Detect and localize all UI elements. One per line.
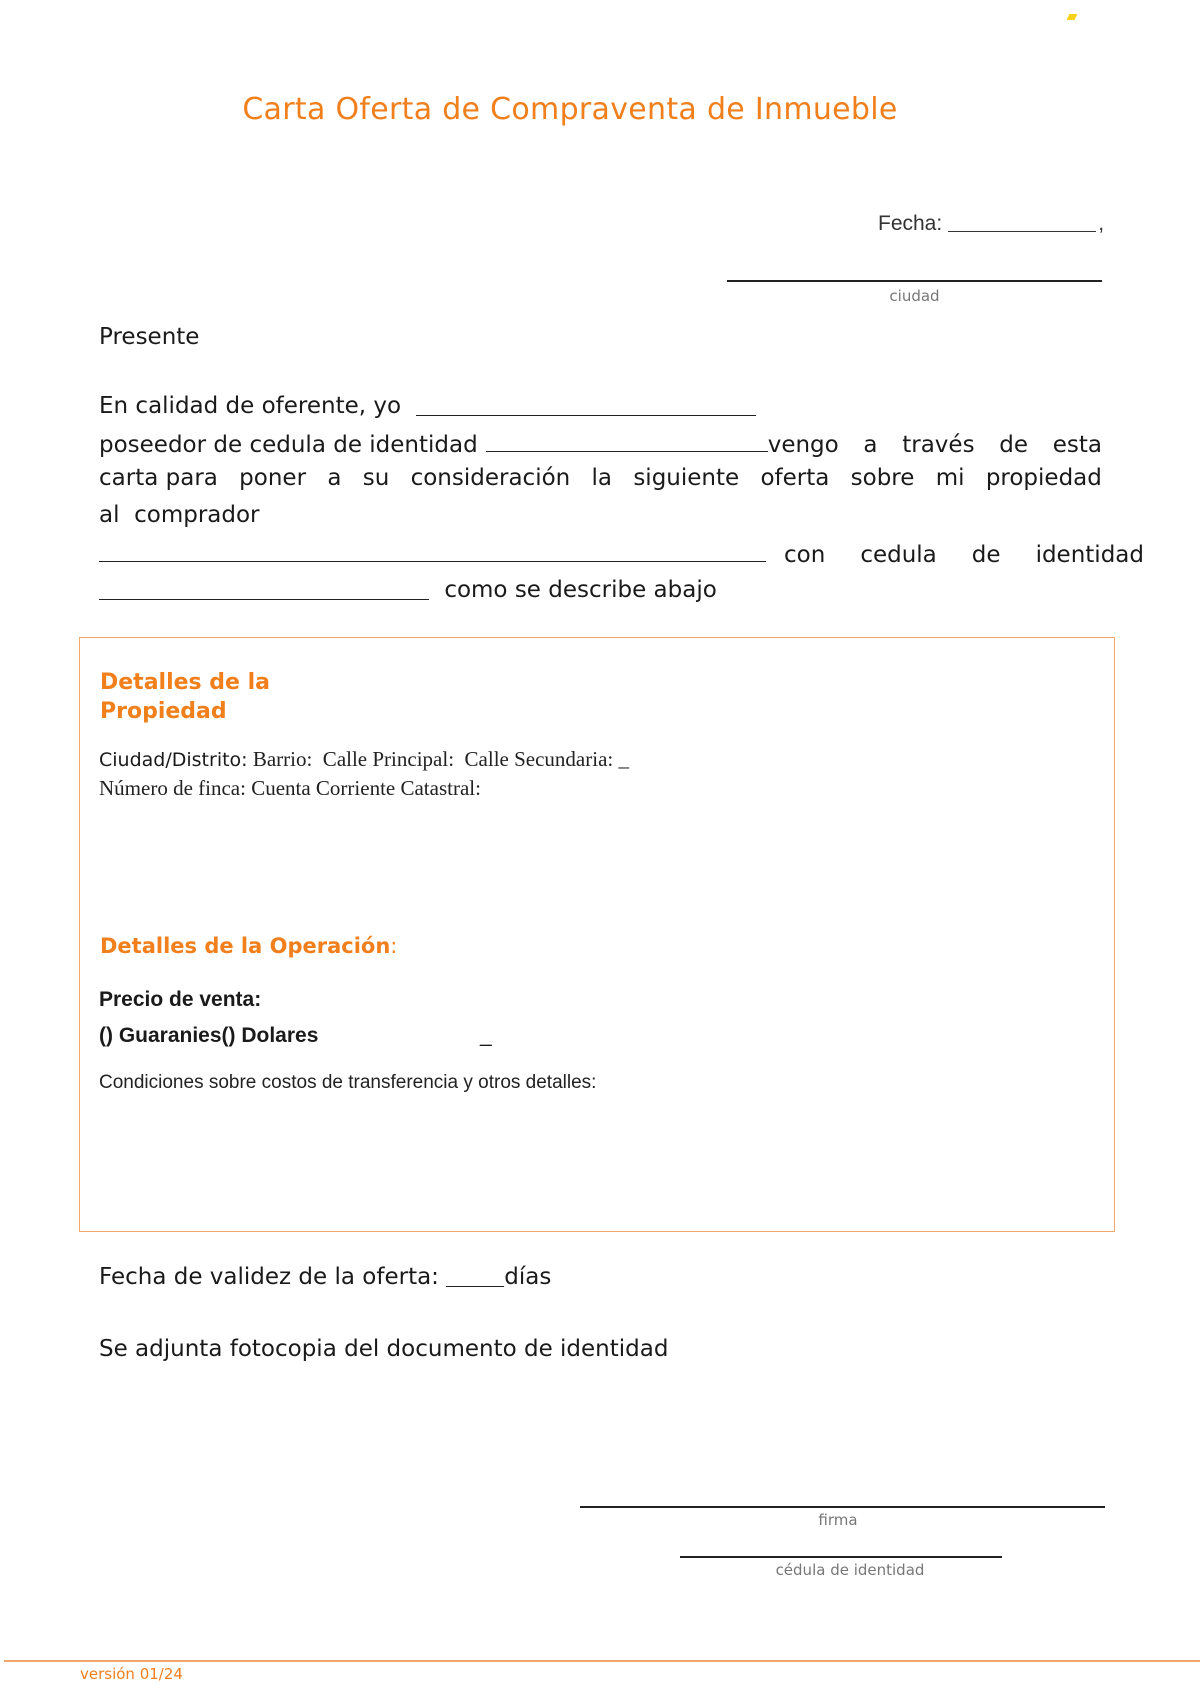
word: esta (1052, 432, 1102, 458)
word: vengo (767, 432, 839, 458)
buyer-id-text (784, 542, 1144, 568)
paragraph-line-6 (99, 576, 717, 603)
greeting: Presente (99, 324, 200, 350)
date-label: Fecha: (878, 212, 943, 235)
word: de (971, 542, 1001, 568)
validity-days-text: días (504, 1264, 552, 1290)
property-heading-line-1: Detalles de la (100, 670, 271, 695)
offerer-name-blank[interactable] (416, 392, 756, 416)
date-line (878, 212, 1104, 236)
document-title: Carta Oferta de Compraventa de Inmueble (242, 92, 898, 127)
city-line[interactable] (727, 280, 1102, 282)
word: mi (935, 465, 965, 491)
id-number-caption: cédula de identidad (775, 1561, 925, 1579)
word: propiedad (985, 465, 1102, 491)
date-suffix: , (1098, 212, 1105, 235)
operation-heading-colon: : (390, 934, 398, 958)
word: su (362, 465, 390, 491)
validity-days-blank[interactable] (446, 1263, 504, 1287)
currency-options: () Guaranies() Dolares (99, 1024, 319, 1047)
word: carta para (99, 465, 218, 491)
city-district-label: Ciudad/Distrito: (99, 749, 248, 771)
word: a (327, 465, 342, 491)
paragraph-line-1 (99, 392, 756, 419)
validity-line (99, 1263, 551, 1290)
property-line-1 (99, 747, 629, 772)
word: través (902, 432, 975, 458)
paragraph-line-3 (99, 465, 1102, 491)
currency-blank[interactable]: _ (480, 1024, 492, 1047)
property-line-2: Número de finca: Cuenta Corriente Catastral: (99, 776, 481, 800)
word: sobre (850, 465, 915, 491)
footer-rule (4, 1660, 1200, 1662)
word: oferta (760, 465, 830, 491)
attachment-note: Se adjunta fotocopia del documento de identidad (99, 1336, 669, 1362)
word: cedula (860, 542, 937, 568)
offerer-id-text: poseedor de cedula de identidad (99, 432, 478, 458)
word: con (784, 542, 826, 568)
paragraph-line-4: al comprador (99, 502, 260, 528)
id-number-line[interactable] (680, 1556, 1002, 1558)
paragraph-line-5 (99, 538, 1144, 568)
buyer-id-blank[interactable] (99, 576, 429, 600)
validity-text: Fecha de validez de la oferta: (99, 1264, 447, 1290)
signature-caption: firma (818, 1511, 858, 1529)
word: la (591, 465, 613, 491)
word: a (863, 432, 878, 458)
word: consideración (410, 465, 571, 491)
property-fields: Barrio: Calle Principal: Calle Secundaria: _ (247, 747, 629, 771)
price-label: Precio de venta: (99, 988, 262, 1011)
date-blank[interactable] (948, 231, 1096, 232)
corner-mark (1067, 14, 1078, 20)
word: de (999, 432, 1029, 458)
property-heading-line-2: Propiedad (100, 699, 227, 724)
describe-below-text: como se describe abajo (444, 577, 717, 603)
buyer-name-blank[interactable] (99, 538, 766, 562)
version-label: versión 01/24 (80, 1665, 183, 1683)
conditions-label: Condiciones sobre costos de transferencia y otros detalles: (99, 1072, 597, 1093)
offerer-id-continuation (768, 432, 1102, 458)
paragraph-line-2 (99, 428, 1102, 458)
word: siguiente (633, 465, 740, 491)
operation-heading (100, 934, 397, 958)
city-caption: ciudad (889, 287, 940, 305)
operation-heading-text: Detalles de la Operación (100, 934, 391, 958)
word: identidad (1035, 542, 1144, 568)
offerer-text: En calidad de oferente, yo (99, 393, 402, 419)
signature-line[interactable] (580, 1506, 1105, 1508)
word: poner (239, 465, 307, 491)
offerer-id-blank[interactable] (486, 428, 768, 452)
